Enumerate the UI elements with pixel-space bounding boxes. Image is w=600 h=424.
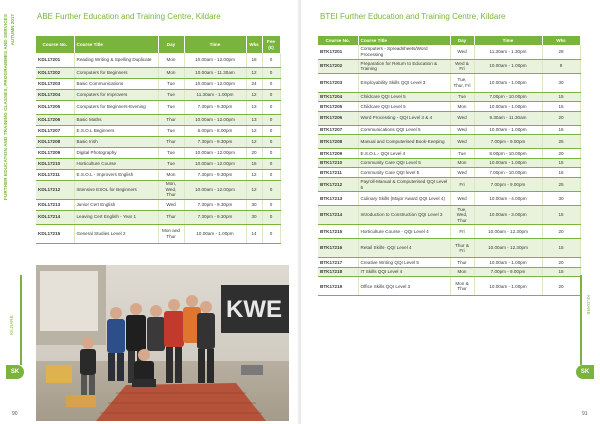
btei-course-rows (318, 45, 580, 296)
cell-wks: 25 (542, 135, 580, 149)
table-row (318, 45, 580, 59)
cell-day: Tue (158, 158, 184, 169)
cell-title: Childcare QQI Level 5 (358, 92, 450, 102)
cell-wks: 15 (542, 158, 580, 168)
cell-day: Tue (158, 100, 184, 114)
cell-wks: 18 (246, 53, 262, 67)
cell-code: KDL17203 (36, 78, 74, 89)
cell-time: 7.00pm - 10.00pm (474, 168, 542, 178)
table-row (36, 147, 280, 158)
cell-time: 10.00am - 1.00pm (474, 277, 542, 296)
cell-wks: 30 (542, 73, 580, 92)
cell-time: 10.00am - 1.00pm (474, 73, 542, 92)
cell-fee: 0 (262, 147, 280, 158)
cell-title: Intensive ESOL for Beginners (74, 180, 158, 199)
cell-wks: 30 (246, 199, 262, 210)
table-row (36, 180, 280, 199)
left-side-tab (6, 275, 20, 379)
table-row (36, 78, 280, 89)
cell-title: Communications QQI Level 5 (358, 125, 450, 135)
cell-code: BTK17205 (318, 102, 358, 112)
table-header-row (318, 36, 580, 45)
table-row (36, 210, 280, 224)
cell-time: 10.00am - 11.30am (184, 67, 246, 78)
cell-title: Computers for Beginners-Evening (74, 100, 158, 114)
cell-title: Word Processing - QQI Level 3 & 4 (358, 111, 450, 125)
group-photo-illustration (36, 265, 289, 421)
cell-day: Mon (158, 53, 184, 67)
table-row (36, 158, 280, 169)
cell-time: 10.00am - 1.00pm (184, 224, 246, 243)
cell-code: BTK17212 (318, 178, 358, 192)
cell-title: Payroll-Manual & Computerised QQI Level 5 (358, 178, 450, 192)
cell-code: BTK17202 (318, 59, 358, 73)
cell-time: 10.00am - 1.00pm (474, 258, 542, 268)
cell-day: Thur (450, 258, 474, 268)
cell-fee: 0 (262, 136, 280, 147)
column-header: Fee (€) (262, 36, 280, 53)
table-row (318, 206, 580, 225)
cell-day: Mon and Thur (158, 224, 184, 243)
table-row (318, 168, 580, 178)
column-header: Wks (542, 36, 580, 45)
cell-wks: 12 (246, 89, 262, 100)
cell-fee: 0 (262, 53, 280, 67)
table-row (318, 225, 580, 239)
cell-fee: 0 (262, 78, 280, 89)
cell-wks: 15 (542, 239, 580, 258)
table-row (36, 125, 280, 136)
cell-title: Childcare QQI Level 5 (358, 102, 450, 112)
cell-wks: 28 (542, 45, 580, 59)
right-sk-badge: SK (576, 365, 594, 379)
cell-title: Reading Writing & Spelling Duplicate (74, 53, 158, 67)
cell-day: Wed (450, 135, 474, 149)
cell-code: BTK17214 (318, 206, 358, 225)
cell-time: 10.00am - 12.30pm (474, 239, 542, 258)
cell-title: Digital Photography (74, 147, 158, 158)
cell-day: Mon (450, 158, 474, 168)
table-row (318, 125, 580, 135)
cell-title: Computers for Improvers (74, 89, 158, 100)
cell-fee: 0 (262, 89, 280, 100)
cell-day: Wed (450, 45, 474, 59)
cell-code: KDL17207 (36, 125, 74, 136)
right-side-tab (580, 275, 594, 379)
cell-code: BTK17210 (318, 158, 358, 168)
cell-code: KDL17206 (36, 114, 74, 125)
cell-wks: 30 (246, 210, 262, 224)
cell-day: Mon (450, 102, 474, 112)
cell-day: Mon & Thur (450, 277, 474, 296)
left-sk-badge: SK (6, 365, 24, 379)
table-row (36, 100, 280, 114)
cell-fee: 0 (262, 169, 280, 180)
table-row (318, 135, 580, 149)
table-row (318, 149, 580, 159)
cell-day: Mon (450, 267, 474, 277)
right-page-heading: BTEI Further Education and Training Centre, Kildare (320, 12, 506, 21)
table-row (318, 277, 580, 296)
cell-code: BTK17215 (318, 225, 358, 239)
left-side-tab-label: KILDARE (9, 315, 14, 335)
cell-wks: 24 (246, 78, 262, 89)
cell-time: 10.00am - 12.00pm (184, 78, 246, 89)
cell-code: KDL17215 (36, 224, 74, 243)
table-row (36, 53, 280, 67)
cell-day: Fri (450, 178, 474, 192)
table-row (36, 114, 280, 125)
cell-code: KDL17202 (36, 67, 74, 78)
cell-day: Mon (158, 169, 184, 180)
cell-wks: 20 (246, 147, 262, 158)
cell-time: 10.00am - 1.00pm (474, 102, 542, 112)
cell-wks: 20 (542, 111, 580, 125)
column-header: Course No. (318, 36, 358, 45)
cell-wks: 20 (542, 258, 580, 268)
abe-course-rows (36, 53, 280, 243)
table-row (318, 178, 580, 192)
table-row (318, 258, 580, 268)
cell-title: Manual and Computerised Book-Keeping (358, 135, 450, 149)
cell-fee: 0 (262, 114, 280, 125)
table-row (318, 102, 580, 112)
table-row (318, 239, 580, 258)
cell-day: Wed (450, 111, 474, 125)
cell-code: KDL17211 (36, 169, 74, 180)
cell-time: 10.00am - 12.30pm (474, 225, 542, 239)
cell-code: BTK17206 (318, 111, 358, 125)
cell-wks: 30 (542, 192, 580, 206)
cell-time: 10.00am - 1.00pm (474, 125, 542, 135)
cell-time: 6.00pm - 8.00pm (184, 125, 246, 136)
table-row (318, 158, 580, 168)
cell-code: BTK17207 (318, 125, 358, 135)
column-header: Day (450, 36, 474, 45)
cell-time: 7.00pm - 10.00pm (474, 92, 542, 102)
cell-day: Wed (450, 192, 474, 206)
cell-time: 9.30am - 11.30am (474, 111, 542, 125)
cell-fee: 0 (262, 199, 280, 210)
column-header: Time (184, 36, 246, 53)
cell-code: BTK17219 (318, 277, 358, 296)
left-page-heading: ABE Further Education and Training Centre, Kildare (37, 12, 221, 21)
cell-code: KDL17209 (36, 147, 74, 158)
column-header: Course Title (74, 36, 158, 53)
cell-wks: 12 (246, 180, 262, 199)
cell-time: 7.30pm - 9.30pm (184, 136, 246, 147)
cell-day: Tue (158, 125, 184, 136)
cell-code: BTK17217 (318, 258, 358, 268)
cell-time: 7.00pm - 9.00pm (474, 178, 542, 192)
cell-code: BTK17211 (318, 168, 358, 178)
cell-code: BTK17216 (318, 239, 358, 258)
abe-course-table (36, 36, 281, 244)
cell-title: Computers for Beginners (74, 67, 158, 78)
cell-time: 10.00am - 12.00pm (184, 180, 246, 199)
cell-time: 10.00am - 4.00pm (474, 192, 542, 206)
cell-wks: 15 (542, 267, 580, 277)
cell-wks: 15 (542, 102, 580, 112)
cell-title: Junior Cert English (74, 199, 158, 210)
cell-time: 8.00pm - 10.00pm (474, 149, 542, 159)
cell-title: Community Care QQI level 5 (358, 168, 450, 178)
cell-code: KDL17210 (36, 158, 74, 169)
cell-day: Tue, Thur, Fri (450, 73, 474, 92)
column-header: Course No. (36, 36, 74, 53)
cell-time: 10.00am - 1.00pm (474, 59, 542, 73)
cell-fee: 0 (262, 125, 280, 136)
table-row (318, 92, 580, 102)
cell-wks: 12 (246, 169, 262, 180)
table-row (36, 199, 280, 210)
cell-wks: 9 (542, 59, 580, 73)
cell-time: 7.30pm - 9.30pm (184, 210, 246, 224)
cell-code: KDL17201 (36, 53, 74, 67)
cell-code: KDL17213 (36, 199, 74, 210)
cell-day: Mon, Wed, Thur (158, 180, 184, 199)
cell-code: BTK17201 (318, 45, 358, 59)
cell-wks: 12 (246, 125, 262, 136)
cell-title: Office Skills QQI Level 3 (358, 277, 450, 296)
cell-day: Thur (158, 136, 184, 147)
cell-title: Leaving Cert English - Year 1 (74, 210, 158, 224)
left-page (0, 0, 299, 424)
cell-code: BTK17204 (318, 92, 358, 102)
cell-code: BTK17218 (318, 267, 358, 277)
running-header (2, 14, 28, 244)
cell-wks: 20 (542, 277, 580, 296)
cell-title: Computers - Spreadsheets/Word Processing (358, 45, 450, 59)
cell-day: Tue (158, 78, 184, 89)
cell-wks: 13 (246, 114, 262, 125)
right-side-tab-label: KILDARE (586, 295, 591, 315)
cell-time: 7.30pm - 9.30pm (184, 100, 246, 114)
cell-time: 10.00am - 12.00pm (184, 53, 246, 67)
table-row (318, 111, 580, 125)
cell-code: BTK17203 (318, 73, 358, 92)
cell-title: Introduction to Construction QQI Level 3 (358, 206, 450, 225)
running-header-title: FURTHER EDUCATION AND TRAINING CLASSES, PROGRAMMES AND SERVICES (3, 14, 8, 200)
cell-title: E.S.O.L Beginners (74, 125, 158, 136)
cell-time: 11.30am - 1.00pm (184, 89, 246, 100)
cell-time: 7.30pm - 9.30pm (184, 199, 246, 210)
right-page-number: 91 (582, 411, 588, 417)
right-side-tab-bar (580, 275, 582, 365)
cell-wks: 16 (542, 125, 580, 135)
cell-title: Community Care QQI Level 5 (358, 158, 450, 168)
table-row (318, 267, 580, 277)
cell-title: Basic Irish (74, 136, 158, 147)
cell-title: IT Skills QQI Level 4 (358, 267, 450, 277)
table-row (318, 192, 580, 206)
cell-wks: 16 (542, 168, 580, 178)
table-row (318, 73, 580, 92)
left-page-number: 90 (12, 411, 18, 417)
cell-code: KDL17214 (36, 210, 74, 224)
cell-time: 10.00am - 12.00pm (184, 147, 246, 158)
cell-time: 7.00pm - 9.00pm (474, 267, 542, 277)
left-side-tab-bar (20, 275, 22, 365)
cell-title: Horticulture Course (74, 158, 158, 169)
cell-title: General Studies Level 2 (74, 224, 158, 243)
cell-day: Wed (450, 125, 474, 135)
cell-wks: 20 (542, 149, 580, 159)
cell-day: Tue (450, 92, 474, 102)
cell-wks: 25 (542, 178, 580, 192)
column-header: Day (158, 36, 184, 53)
cell-wks: 12 (246, 136, 262, 147)
cell-fee: 0 (262, 100, 280, 114)
cell-time: 11.30am - 1.30pm (474, 45, 542, 59)
cell-time: 10.00am - 12.00pm (184, 114, 246, 125)
btei-course-table (318, 36, 581, 296)
group-photo (36, 265, 289, 421)
cell-time: 10.00am - 12.00pm (184, 158, 246, 169)
cell-code: BTK17209 (318, 149, 358, 159)
table-row (36, 169, 280, 180)
cell-title: Basic Maths (74, 114, 158, 125)
cell-day: Tue (158, 147, 184, 158)
cell-fee: 0 (262, 210, 280, 224)
table-row (318, 59, 580, 73)
cell-wks: 15 (542, 92, 580, 102)
cell-title: E.S.O.L.- QQI Level 4 (358, 149, 450, 159)
cell-day: Tue (158, 89, 184, 100)
cell-day: Mon (158, 67, 184, 78)
cell-time: 7.30pm - 9.30pm (184, 169, 246, 180)
cell-fee: 0 (262, 158, 280, 169)
cell-fee: 0 (262, 224, 280, 243)
column-header: Time (474, 36, 542, 45)
cell-day: Tue, Wed, Thur (450, 206, 474, 225)
cell-fee: 0 (262, 67, 280, 78)
cell-title: Employability Skills QQI Level 3 (358, 73, 450, 92)
table-row (36, 67, 280, 78)
table-header-row (36, 36, 280, 53)
cell-time: 10.00am - 3.00pm (474, 206, 542, 225)
cell-day: Thur & Fri (450, 239, 474, 258)
cell-day: Wed & Fri (450, 59, 474, 73)
cell-wks: 12 (246, 67, 262, 78)
table-row (36, 136, 280, 147)
cell-code: BTK17208 (318, 135, 358, 149)
cell-title: Horticulture Course - QQI Level 4 (358, 225, 450, 239)
cell-wks: 13 (246, 100, 262, 114)
cell-day: Fri (450, 225, 474, 239)
cell-day: Tue (450, 149, 474, 159)
cell-title: Preparation for Return to Education & Training (358, 59, 450, 73)
cell-title: Culinary Skills (Major Award QQI Level 4) (358, 192, 450, 206)
cell-code: KDL17204 (36, 89, 74, 100)
column-header: Wks (246, 36, 262, 53)
cell-time: 10.00am - 1.00pm (474, 158, 542, 168)
column-header: Course Title (358, 36, 450, 45)
cell-day: Thur (158, 210, 184, 224)
cell-wks: 15 (542, 206, 580, 225)
cell-code: KDL17205 (36, 100, 74, 114)
cell-day: Wed (450, 168, 474, 178)
table-row (36, 224, 280, 243)
cell-code: KDL17208 (36, 136, 74, 147)
cell-day: Wed (158, 199, 184, 210)
cell-code: BTK17213 (318, 192, 358, 206)
cell-title: Creative Writing QQI Level 5 (358, 258, 450, 268)
cell-title: E.S.O.L - Improvers English (74, 169, 158, 180)
cell-wks: 20 (542, 225, 580, 239)
banner-text: KWE (226, 296, 282, 323)
cell-fee: 0 (262, 180, 280, 199)
cell-title: Retail Skills- QQI Level 4 (358, 239, 450, 258)
cell-title: Basic Communications (74, 78, 158, 89)
cell-wks: 15 (246, 158, 262, 169)
cell-day: Thur (158, 114, 184, 125)
running-header-season: AUTUMN 2017 (10, 14, 15, 46)
table-row (36, 89, 280, 100)
cell-time: 7.00pm - 9.00pm (474, 135, 542, 149)
cell-code: KDL17212 (36, 180, 74, 199)
cell-wks: 14 (246, 224, 262, 243)
